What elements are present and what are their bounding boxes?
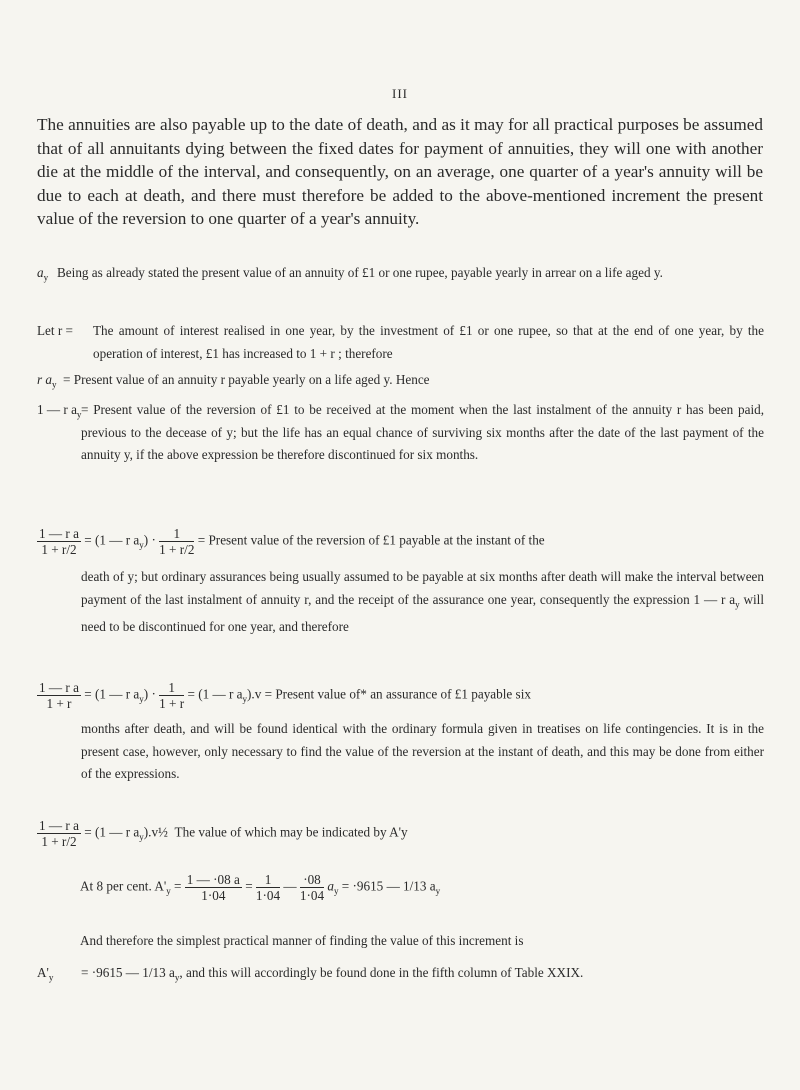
eq1-mid2: ) · (143, 532, 156, 548)
definition-ra-label: r $a_y$ (37, 372, 57, 390)
equation-1: $\frac{\text{1 — r a}}{1 + r/2}$ = (1 — r $a_y$) · $\frac{1}{1 + r/2}$ = Present value of the reversion of £1 payable at the instant of the (39, 526, 545, 557)
definition-ra-text: = Present value of an annuity r payable yearly on a life aged y. Hence (63, 372, 430, 387)
conclusion: And therefore the simplest practical manner of finding the value of this increment is (80, 933, 524, 948)
eq2-mid2: ) · (143, 686, 156, 702)
eq2-lhs-fraction: $\frac{\text{1 — r a}}{1 + r}$ (39, 680, 79, 711)
equation-4: At 8 per cent. $A'_y$ = $\frac{1 — \cdot 08 a}{1\cdot 04}$ = $\frac{1}{1\cdot 04}$ — $\frac{\cdot 08}{1\cdot 04}$ $a_y = \cdot 9615$ — 1/13 $a_y$ (80, 872, 441, 903)
eq1-fraction: $\frac{1}{1 + r/2}$ (159, 526, 195, 557)
eq4-fraction-2: $\frac{1}{1\cdot 04}$ (255, 872, 281, 903)
final-text: = ·9615 — 1/13 $a_y$, and this will accordingly be found done in the fifth column of Table XXIX. (81, 965, 584, 983)
final-label: $A'_y$ (37, 965, 54, 983)
eq4-result: = ·9615 — 1/13 a (341, 878, 436, 894)
definition-ra (37, 369, 764, 393)
eq1-explanation: death of y; but ordinary assurances being usually assumed to be payable at six months after death will make the interval between payment of the last instalment of annuity r, and the receipt of the assurance one year, consequently the expression 1 — r $a_y$ will need to be discontinued for one year, and therefore (81, 569, 764, 634)
definition-one-minus-ra (37, 399, 764, 519)
eq1-mid: = (1 — r a (84, 532, 140, 548)
eq3-tail: The value of which may be indicated by A'y (174, 824, 408, 840)
eq4-prefix: At 8 per cent. A' (80, 878, 167, 894)
eq1-tail: = Present value of the reversion of £1 payable at the instant of the (197, 532, 545, 548)
eq3-lhs-fraction: $\frac{\text{1 — r a}}{1 + r/2}$ (39, 818, 79, 849)
definition-r-label: Let r = (37, 323, 73, 338)
definition-r (37, 320, 764, 366)
definition-r-text: The amount of interest realised in one year, by the investment of £1 or one rupee, so that at the end of one year, by the operation of interest, £1 has increased to 1 + r ; therefore (93, 323, 764, 361)
eq4-fraction-3: $\frac{\cdot 08}{1\cdot 04}$ (299, 872, 325, 903)
eq2-tail2: ).v = Present value of* an assurance of £1 payable six (247, 686, 531, 702)
equation-3: $\frac{\text{1 — r a}}{1 + r/2}$ = (1 — r $a_y).v\frac{1}{2}$ The value of which may be indicated by A'y (39, 818, 408, 849)
eq2-fraction: $\frac{1}{1 + r}$ (159, 680, 185, 711)
equation-2-text (37, 718, 764, 818)
definition-a-text: Being as already stated the present value of an annuity of £1 or one rupee, payable yearly in arrear on a life aged y. (57, 265, 663, 280)
definition-a-y (37, 262, 764, 308)
definition-1ra-label: 1 — r $a_y$ (37, 402, 82, 420)
definition-1ra-text: = Present value of the reversion of £1 to be received at the moment when the last instalment of the annuity r has been paid, previous to the decease of y; but the life has an equal chance of surviving six months after the date of the last payment of the annuity y, if the above expression be therefore discontinued for six months. (81, 402, 764, 463)
eq1-lhs-fraction: $\frac{\text{1 — r a}}{1 + r/2}$ (39, 526, 79, 557)
eq4-fraction-1: $\frac{1 — \cdot 08 a}{1\cdot 04}$ (186, 872, 240, 903)
eq3-mid: = (1 — r a (84, 824, 140, 840)
final-line (37, 962, 764, 986)
symbol-a-y: $a_y$ (37, 265, 49, 283)
eq2-tail: = (1 — r a (187, 686, 243, 702)
page-number: III (392, 86, 408, 101)
eq2-mid: = (1 — r a (84, 686, 140, 702)
eq3-mid2: ).v½ (143, 824, 168, 840)
equation-2: $\frac{\text{1 — r a}}{1 + r}$ = (1 — r $a_y$) · $\frac{1}{1 + r}$ = (1 — r $a_y).v$ = Present value of* an assurance of £1 payable six (39, 680, 531, 711)
equation-1-text (37, 566, 764, 676)
intro-paragraph: The annuities are also payable up to the date of death, and as it may for all practical purposes be assumed that of all annuitants dying between the fixed dates for payment of annuities, they will one with another die at the middle of the interval, and consequently, on an average, one quarter of a year's annuity will be due to each at death, and there must therefore be added to the above-mentioned increment the present value of the reversion to one quarter of a year's annuity. (37, 115, 763, 229)
eq2-explanation: months after death, and will be found identical with the ordinary formula given in treatises on life contingencies. It is in the present case, however, only necessary to find the value of the reversion at the instant of death, and this may be done from either of the expressions. (81, 721, 764, 782)
